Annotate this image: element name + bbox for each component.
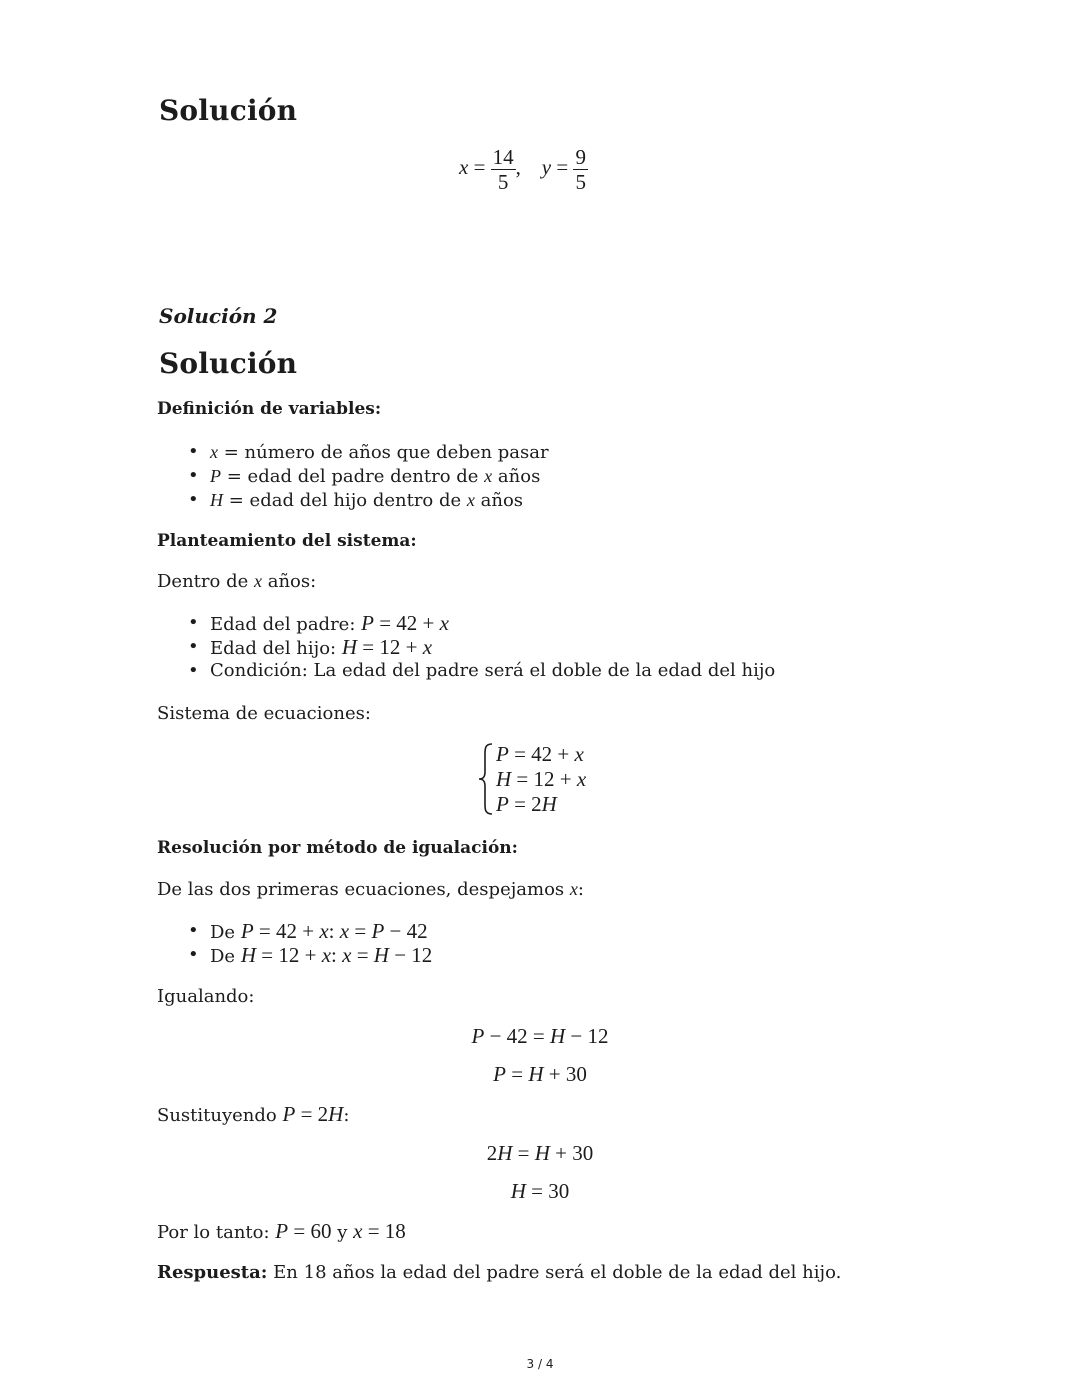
section-heading: Solución — [159, 347, 298, 380]
list-item: • De P = 42 + x: x = P − 42 — [210, 919, 432, 943]
list-item: • Condición: La edad del padre será el doble de la edad del hijo — [210, 659, 775, 683]
sistema-label: Sistema de ecuaciones: — [157, 703, 371, 724]
resolucion-intro: De las dos primeras ecuaciones, despejamos x: — [157, 879, 584, 900]
fraction-denominator: 5 — [575, 170, 586, 194]
def-vars-list — [210, 440, 549, 512]
def-vars-title: Definición de variables: — [157, 399, 382, 419]
list-item: • x = número de años que deben pasar — [210, 440, 549, 464]
system-equation: P = 2H — [496, 792, 557, 816]
resolucion-title: Resolución por método de igualación: — [157, 838, 518, 858]
system-equation: P = 42 + x — [496, 742, 584, 766]
planteamiento-title: Planteamiento del sistema: — [157, 531, 417, 551]
list-item: • Edad del padre: P = 42 + x — [210, 611, 775, 635]
subheading: Solución 2 — [159, 304, 278, 328]
list-item: • Edad del hijo: H = 12 + x — [210, 635, 775, 659]
page-number: 3 / 4 — [526, 1357, 554, 1371]
system-equation: H = 12 + x — [496, 767, 587, 791]
fraction-denominator: 5 — [497, 170, 509, 194]
left-brace-icon — [478, 742, 494, 816]
solution-fractions: x = $\frac{14}{5}$ , y = $\frac{9}{5}$ — [459, 145, 586, 194]
display-equation: P − 42 = H − 12 — [471, 1024, 609, 1048]
display-equation: H = 30 — [510, 1179, 570, 1203]
planteamiento-list — [210, 611, 775, 683]
fraction-numerator: 9 — [575, 145, 586, 169]
resolucion-list — [210, 919, 432, 967]
list-item: • H = edad del hijo dentro de x años — [210, 488, 549, 512]
fraction-numerator: 14 — [492, 145, 514, 169]
answer: Respuesta: En 18 años la edad del padre será el doble de la edad del hijo. — [157, 1262, 842, 1283]
equation-system — [496, 742, 586, 817]
list-item: • De H = 12 + x: x = H − 12 — [210, 943, 432, 967]
math-var: x — [459, 155, 469, 179]
fraction-x — [491, 145, 516, 194]
sustituyendo-label: Sustituyendo P = 2H: — [157, 1102, 350, 1126]
math-var: y — [541, 155, 552, 179]
section-heading: Solución — [159, 94, 298, 127]
display-equation: 2H = H + 30 — [486, 1141, 594, 1165]
display-equation: P = H + 30 — [493, 1062, 587, 1086]
fraction-y — [573, 145, 588, 194]
conclusion: Por lo tanto: P = 60 y x = 18 — [157, 1219, 406, 1243]
igualando-label: Igualando: — [157, 986, 255, 1007]
list-item: • P = edad del padre dentro de x años — [210, 464, 549, 488]
planteamiento-intro: Dentro de x años: — [157, 571, 317, 592]
